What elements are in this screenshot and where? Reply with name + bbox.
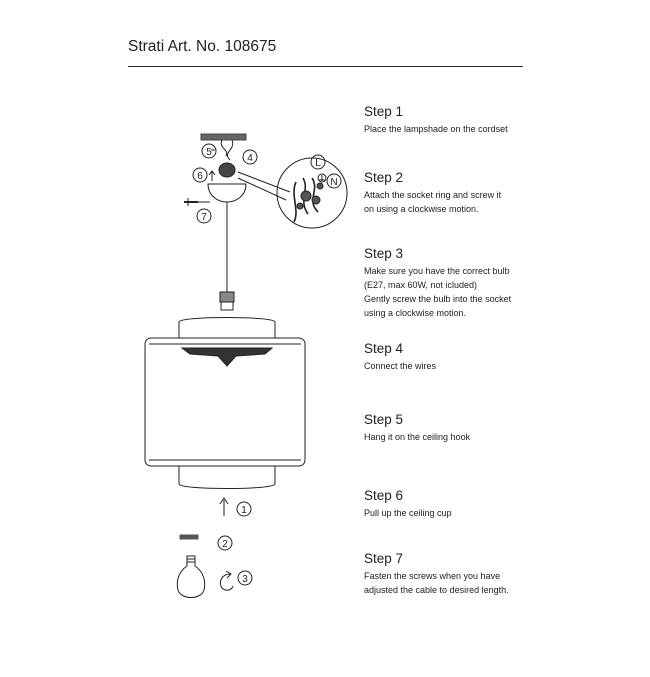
step-1-text: Place the lampshade on the cordset bbox=[364, 124, 508, 134]
wire-n-label: N bbox=[330, 177, 338, 188]
step-4-title: Step 4 bbox=[364, 341, 404, 356]
ceiling-plate-icon bbox=[201, 134, 246, 140]
step-4 bbox=[364, 341, 564, 373]
step-3-text-3: Gently screw the bulb into the socket bbox=[364, 294, 512, 304]
socket-icon bbox=[220, 292, 234, 310]
step-2-text-2: on using a clockwise motion. bbox=[364, 204, 479, 214]
step-5-text: Hang it on the ceiling hook bbox=[364, 432, 471, 442]
step-7 bbox=[364, 551, 564, 597]
step-3-text-1: Make sure you have the correct bulb bbox=[364, 266, 510, 276]
step-1-title: Step 1 bbox=[364, 104, 404, 119]
step-3 bbox=[364, 246, 564, 320]
step-6 bbox=[364, 488, 564, 520]
step-2-title: Step 2 bbox=[364, 170, 404, 185]
callout-6-label: 6 bbox=[197, 171, 203, 182]
arrow-up-icon bbox=[220, 498, 228, 516]
ceiling-cup-icon bbox=[208, 184, 246, 202]
step-5 bbox=[364, 412, 564, 444]
rotate-arrow-icon bbox=[220, 571, 233, 590]
step-6-text: Pull up the ceiling cup bbox=[364, 508, 452, 518]
callout-2-label: 2 bbox=[222, 539, 228, 550]
lampshade-icon bbox=[145, 318, 305, 489]
wire-l-label: L bbox=[315, 158, 321, 169]
step-2 bbox=[364, 170, 564, 216]
screw-icon bbox=[184, 198, 210, 206]
light-bulb-icon bbox=[177, 556, 204, 598]
step-1 bbox=[364, 104, 564, 136]
wire-connector-icon bbox=[211, 140, 235, 177]
wire-detail-magnifier-icon bbox=[277, 158, 347, 228]
callout-5-label: 5 bbox=[206, 147, 212, 158]
step-5-title: Step 5 bbox=[364, 412, 404, 427]
step-7-text-2: adjusted the cable to desired length. bbox=[364, 585, 509, 595]
page-title: Strati Art. No. 108675 bbox=[128, 38, 277, 55]
callout-7-label: 7 bbox=[201, 212, 207, 223]
step-2-text-1: Attach the socket ring and screw it bbox=[364, 190, 502, 200]
step-3-text-4: using a clockwise motion. bbox=[364, 308, 467, 318]
step-7-title: Step 7 bbox=[364, 551, 404, 566]
callout-1-label: 1 bbox=[241, 505, 247, 516]
step-3-text-2: (E27, max 60W, not icluded) bbox=[364, 280, 478, 290]
socket-ring-icon bbox=[180, 535, 198, 539]
arrow-up-icon bbox=[209, 171, 215, 181]
step-3-title: Step 3 bbox=[364, 246, 404, 261]
step-6-title: Step 6 bbox=[364, 488, 404, 503]
callout-3-label: 3 bbox=[242, 574, 248, 585]
callout-4-label: 4 bbox=[247, 153, 253, 164]
step-4-text: Connect the wires bbox=[364, 361, 437, 371]
step-7-text-1: Fasten the screws when you have bbox=[364, 571, 501, 581]
